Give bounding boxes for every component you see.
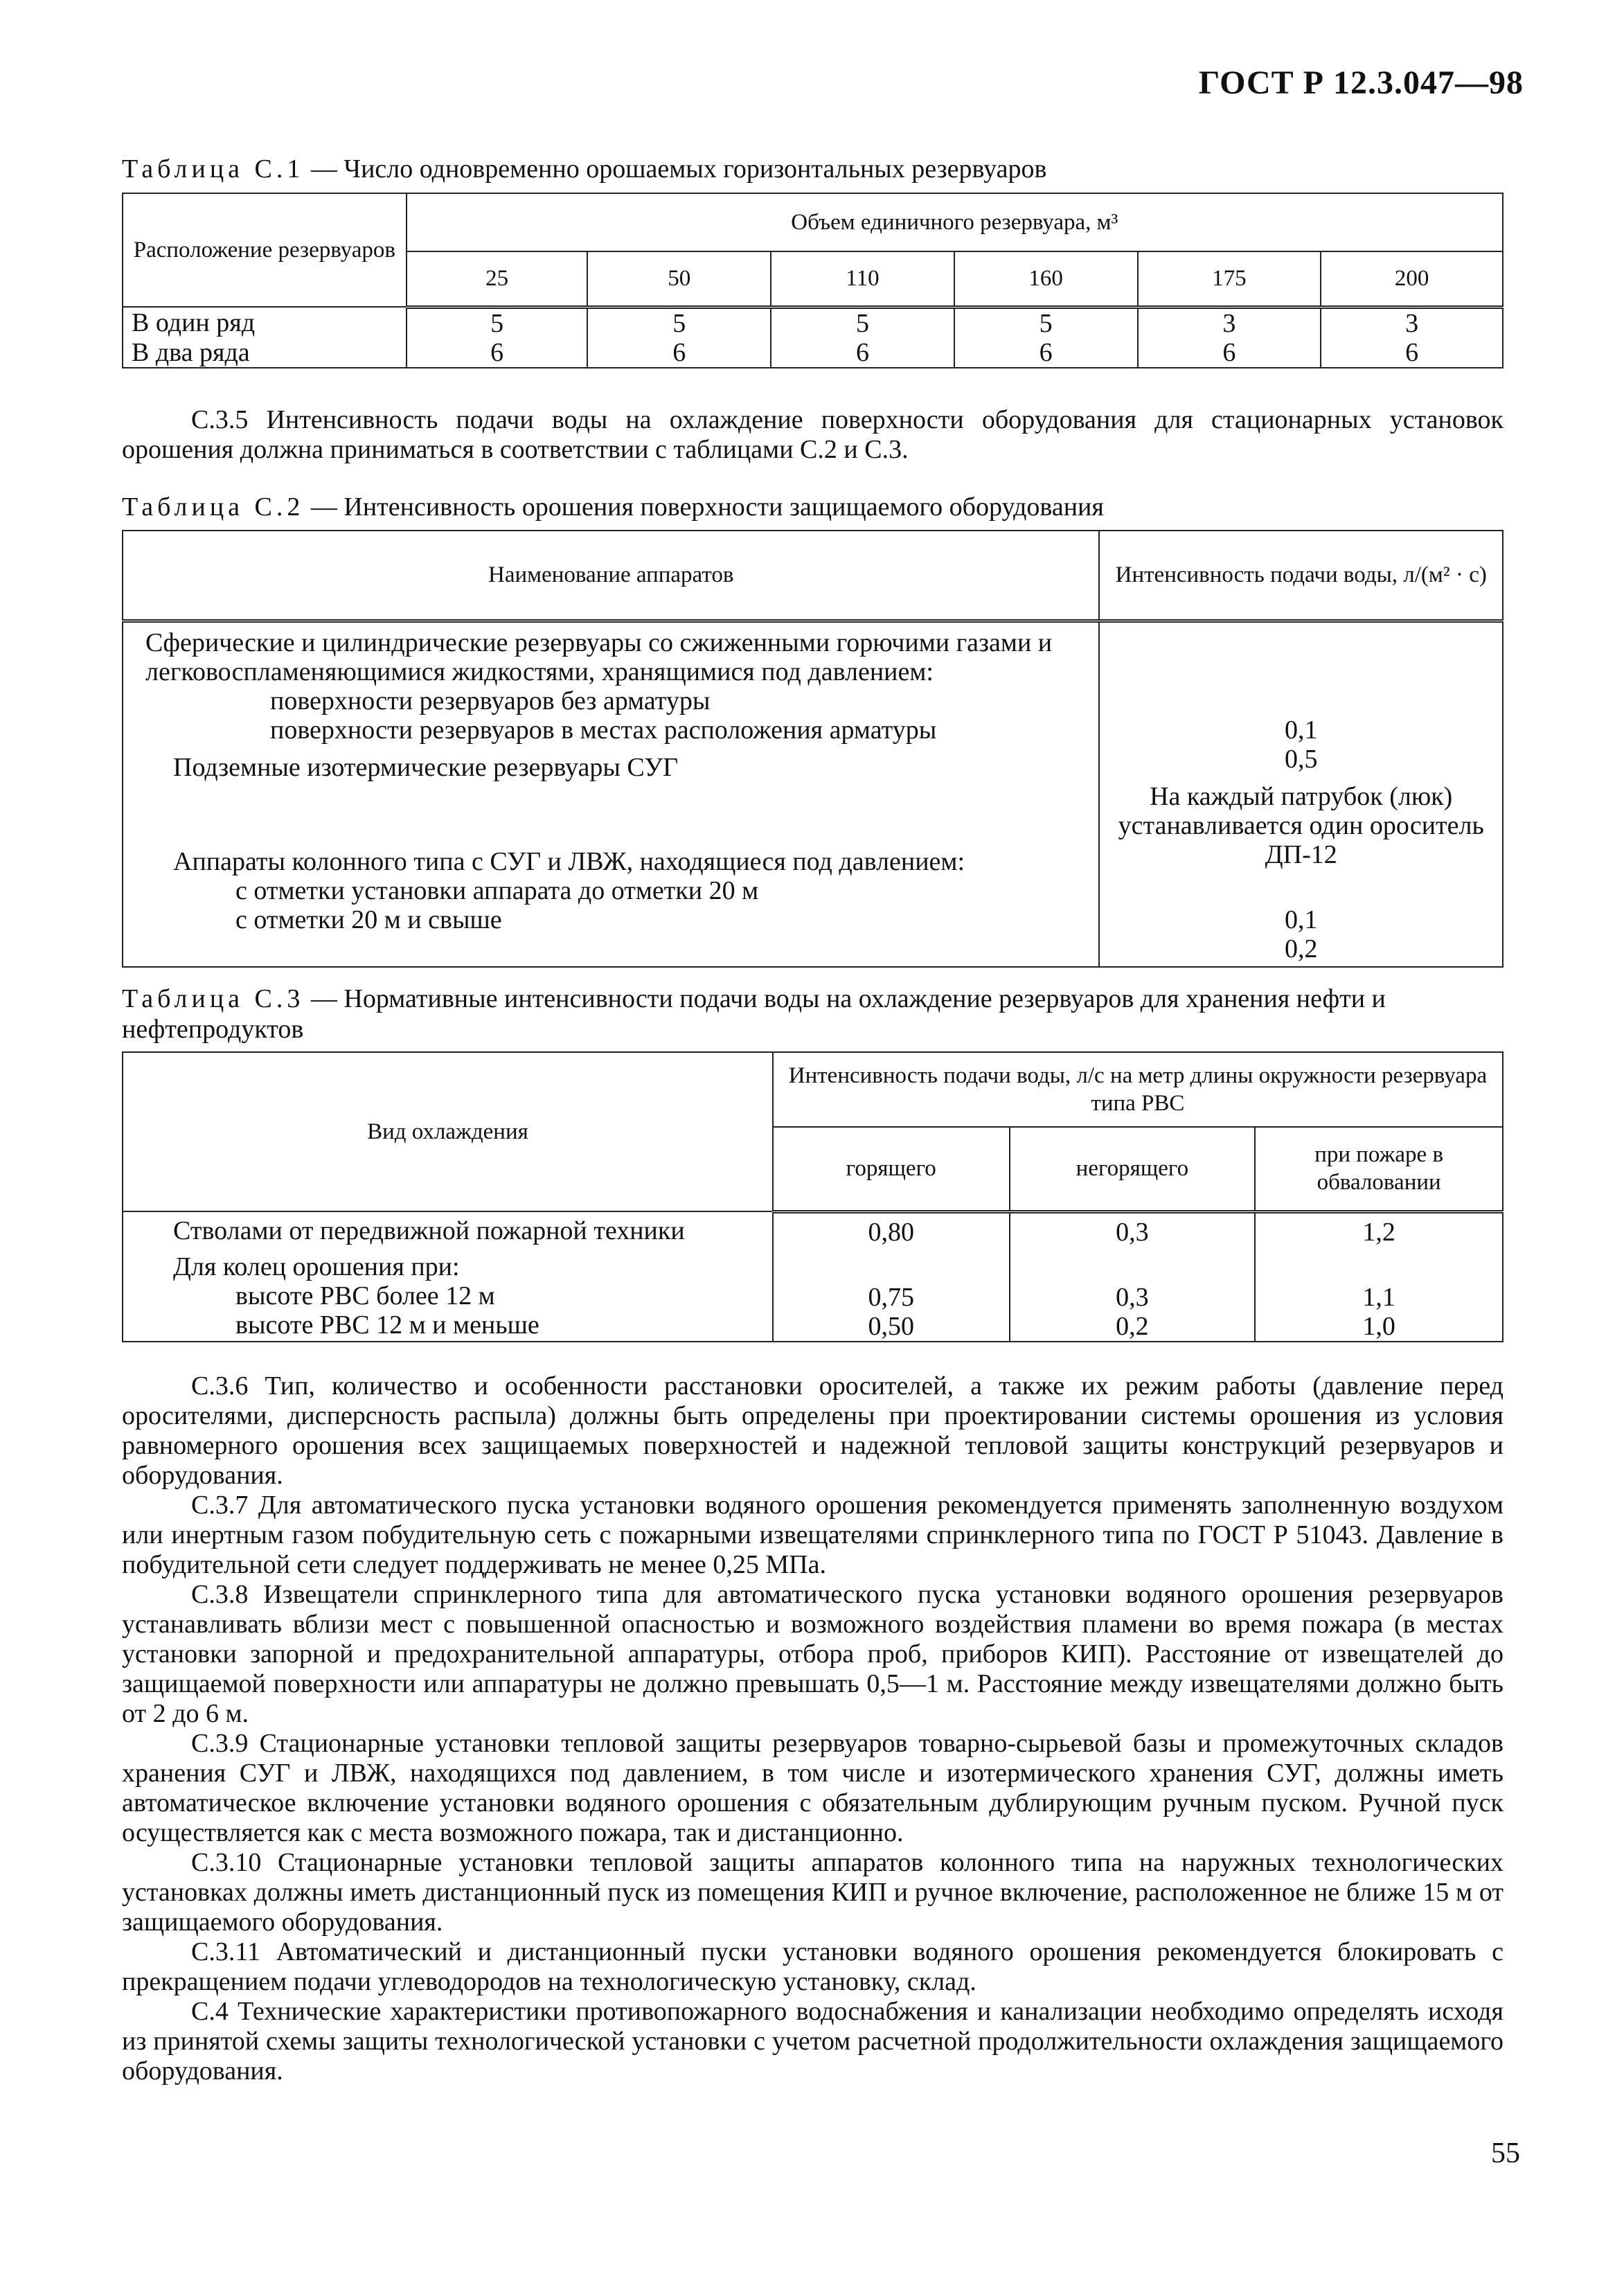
table2-group1-title: Сферические и цилиндрические резервуары со сжиженными горючими газами и легковоспламеняющимися жидкостями, хранящимися под давлением: (145, 628, 1053, 686)
table2-caption (122, 492, 1104, 522)
table1-row-label: В два ряда (123, 338, 407, 368)
table3-row1-label: Стволами от передвижной пожарной техники (173, 1216, 685, 1245)
table1-volume-cell: 175 (1138, 251, 1321, 307)
table1-volume-cell: 50 (587, 251, 771, 307)
table2-group3-title: Аппараты колонного типа с СУГ и ЛВЖ, находящиеся под давлением: (173, 846, 965, 876)
table2-name-cell (123, 621, 1099, 967)
table2-col-intensity: Интенсивность подачи воды, л/(м² · с) (1099, 531, 1503, 621)
table3-row2-title: Для колец орошения при: (173, 1252, 460, 1281)
table3-row2a-fire-bund: 1,1 (1362, 1282, 1395, 1312)
table3-row1-fire-bund: 1,2 (1362, 1217, 1395, 1247)
table3-caption-text: — Нормативные интенсивности подачи воды на охлаждение резервуаров для хранения нефти и нефтепродуктов (122, 984, 1386, 1044)
table-row (123, 338, 1503, 368)
table3-row1-burning: 0,80 (868, 1217, 914, 1247)
page-number: 55 (1491, 2137, 1520, 2169)
table1-cell: 5 (954, 307, 1138, 338)
paragraph-c4: С.4 Технические характеристики противопожарного водоснабжения и канализации необходимо определять исходя из принятой схемы защиты технологической установки с учетом расчетной продолжительности охлаждения защищаемого оборудования. (122, 1997, 1503, 2086)
table3-row2b-not-burning: 0,2 (1116, 1311, 1149, 1341)
table3-col-type: Вид охлаждения (123, 1052, 773, 1211)
table1-volume-cell: 110 (771, 251, 954, 307)
table1-cell: 5 (407, 307, 588, 338)
table2-group3-row2: с отметки 20 м и свыше (235, 905, 502, 934)
table2-caption-label: Таблица С.2 (122, 492, 305, 522)
table3-col-fire-bund: при пожаре в обваловании (1255, 1127, 1503, 1211)
table1-row-label: В один ряд (123, 307, 407, 338)
table1-volume-cell: 200 (1321, 251, 1503, 307)
table1-cell: 6 (954, 338, 1138, 368)
table1-cell: 5 (771, 307, 954, 338)
paragraph-c39: С.3.9 Стационарные установки тепловой защиты резервуаров товарно-сырьевой базы и промежуточных складов хранения СУГ и ЛВЖ, находящихся под давлением, в том числе и изотермического хранения СУГ, должны иметь автоматическое включение установки водяного орошения с обязательным дублирующим ручным пуском. Ручной пуск осуществляется как с места возможного пожара, так и дистанционно. (122, 1729, 1503, 1847)
table1-cell: 5 (587, 307, 771, 338)
table3-row2a-burning: 0,75 (868, 1282, 914, 1312)
paragraph-block (122, 1371, 1503, 2086)
table2-group2-value: На каждый патрубок (люк) устанавливается один ороситель ДП-12 (1118, 781, 1484, 869)
table3-burning-cell (773, 1211, 1010, 1342)
table3-fire-bund-cell (1255, 1211, 1503, 1342)
table1-volume-cell: 160 (954, 251, 1138, 307)
table3-caption-label: Таблица С.3 (122, 984, 305, 1013)
table3-row2b-fire-bund: 1,0 (1362, 1311, 1395, 1341)
paragraph-text: С.3.5 Интенсивность подачи воды на охлаждение поверхности оборудования для стационарных установок орошения должна приниматься в соответствии с таблицами С.2 и С.3. (122, 405, 1503, 464)
table3-row1-not-burning: 0,3 (1116, 1217, 1149, 1247)
table2-group1-row2: поверхности резервуаров в местах расположения арматуры (270, 715, 937, 745)
table3-row2b-burning: 0,50 (868, 1311, 914, 1341)
table3-caption (122, 984, 1503, 1044)
table1-volume-cell: 25 (407, 251, 588, 307)
table1-cell: 6 (1138, 338, 1321, 368)
paragraph-c310: С.3.10 Стационарные установки тепловой защиты аппаратов колонного типа на наружных технологических установках должны иметь дистанционный пуск из помещения КИП и ручное включение, расположенное не ближе 15 м от защищаемого оборудования. (122, 1848, 1503, 1937)
table2-group1-row1: поверхности резервуаров без арматуры (270, 686, 711, 715)
table1-cell: 6 (407, 338, 588, 368)
table2-group3-row1: с отметки установки аппарата до отметки 20 м (235, 875, 759, 905)
table1-caption (122, 154, 1046, 184)
table2-group3-row1-value: 0,1 (1284, 905, 1318, 934)
table3-row2a-label: высоте РВС более 12 м (235, 1281, 495, 1310)
table2-group1-row1-value: 0,1 (1284, 715, 1318, 745)
table2-group3-row2-value: 0,2 (1284, 934, 1318, 963)
table2-value-cell (1099, 621, 1503, 967)
table1-col-volume: Объем единичного резервуара, м³ (407, 193, 1503, 251)
table1-cell: 6 (1321, 338, 1503, 368)
table3-col-not-burning: негорящего (1010, 1127, 1256, 1211)
table2-group1-row2-value: 0,5 (1284, 744, 1318, 774)
table3-name-cell (123, 1211, 773, 1342)
table1-col-location: Расположение резервуаров (123, 193, 407, 307)
table2 (122, 530, 1503, 968)
table2-caption-text: — Интенсивность орошения поверхности защищаемого оборудования (310, 492, 1104, 522)
table3-col-intensity: Интенсивность подачи воды, л/с на метр длины окружности резервуара типа РВС (773, 1052, 1503, 1127)
table-row (123, 621, 1503, 967)
document-code-header: ГОСТ Р 12.3.047—98 (1198, 64, 1524, 101)
table-row (123, 307, 1503, 338)
table3-row2a-not-burning: 0,3 (1116, 1282, 1149, 1312)
table1-caption-label: Таблица С.1 (122, 154, 305, 184)
table1-cell: 6 (587, 338, 771, 368)
paragraph-c311: С.3.11 Автоматический и дистанционный пуски установки водяного орошения рекомендуется блокировать с прекращением подачи углеводородов на технологическую установку, склад. (122, 1937, 1503, 1996)
table3-col-burning: горящего (773, 1127, 1010, 1211)
table1 (122, 193, 1503, 368)
table1-caption-text: — Число одновременно орошаемых горизонтальных резервуаров (310, 154, 1047, 184)
paragraph-c37: С.3.7 Для автоматического пуска установки водяного орошения рекомендуется применять заполненную воздухом или инертным газом побудительную сеть с пожарными извещателями спринклерного типа по ГОСТ Р 51043. Давление в побудительной сети следует поддерживать не менее 0,25 МПа. (122, 1491, 1503, 1579)
paragraph-c36: С.3.6 Тип, количество и особенности расстановки оросителей, а также их режим работы (давление перед оросителями, дисперсность распыла) должны быть определены при проектировании системы орошения из условия равномерного орошения всех защищаемых поверхностей и надежной тепловой защиты конструкций резервуаров и оборудования. (122, 1371, 1503, 1490)
table2-group2-title: Подземные изотермические резервуары СУГ (173, 752, 679, 782)
paragraph-c35 (122, 405, 1503, 465)
table3 (122, 1051, 1503, 1342)
table3-row2b-label: высоте РВС 12 м и меньше (235, 1310, 539, 1340)
table2-col-name: Наименование аппаратов (123, 531, 1099, 621)
table-row (123, 1211, 1503, 1342)
table3-not-burning-cell (1010, 1211, 1256, 1342)
table1-cell: 3 (1321, 307, 1503, 338)
paragraph-c38: С.3.8 Извещатели спринклерного типа для автоматического пуска установки водяного орошения резервуаров устанавливать вблизи мест с повышенной опасностью и возможного воздействия пламени во время пожара (в местах установки запорной и предохранительной аппаратуры, отбора проб, приборов КИП). Расстояние от извещателей до защищаемой поверхности или аппаратуры не должно превышать 0,5—1 м. Расстояние между извещателями должно быть от 2 до 6 м. (122, 1580, 1503, 1728)
table1-cell: 3 (1138, 307, 1321, 338)
table1-cell: 6 (771, 338, 954, 368)
